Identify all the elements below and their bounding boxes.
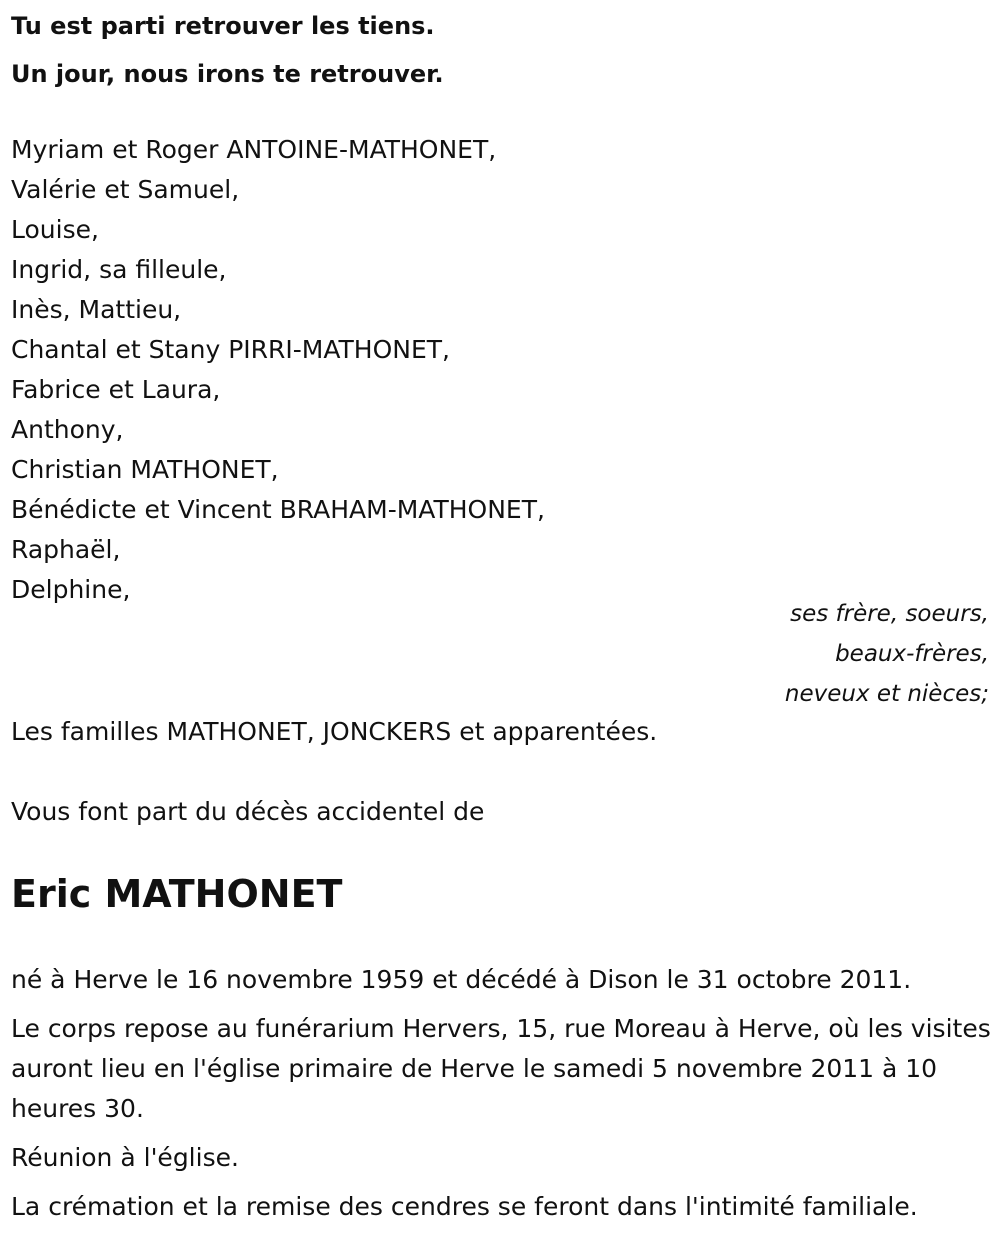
family-member: Chantal et Stany PIRRI-MATHONET,	[11, 335, 450, 364]
family-member: Bénédicte et Vincent BRAHAM-MATHONET,	[11, 495, 545, 524]
family-member: Louise,	[11, 215, 99, 244]
family-member: Fabrice et Laura,	[11, 375, 221, 404]
family-member: Christian MATHONET,	[11, 455, 279, 484]
family-member: Valérie et Samuel,	[11, 175, 240, 204]
family-member: Anthony,	[11, 415, 124, 444]
family-list	[11, 130, 991, 610]
verse-line: Tu est parti retrouver les tiens.	[11, 12, 435, 40]
families-line: Les familles MATHONET, JONCKERS et apparentées.	[11, 717, 658, 746]
birth-death-text: né à Herve le 16 novembre 1959 et décédé à Dison le 31 octobre 2011.	[11, 965, 912, 994]
visitation-text: Le corps repose au funérarium Hervers, 15, rue Moreau à Herve, où les visites auront lieu en l'église primaire de Herve le samedi 5 novembre 2011 à 10 heures 30.	[11, 1014, 991, 1123]
cremation-text: La crémation et la remise des cendres se feront dans l'intimité familiale.	[11, 1192, 918, 1221]
announcement: Vous font part du décès accidentel de	[11, 797, 485, 826]
family-member: Ingrid, sa filleule,	[11, 255, 227, 284]
deceased-name: Eric MATHONET	[11, 872, 343, 916]
obituary-notice	[11, 0, 991, 1236]
relations	[11, 594, 991, 714]
family-member: Myriam et Roger ANTOINE-MATHONET,	[11, 135, 497, 164]
family-member: Raphaël,	[11, 535, 121, 564]
relation-line: ses frère, soeurs,	[790, 601, 989, 627]
relation-line: neveux et nièces;	[784, 681, 989, 707]
verse	[11, 2, 991, 98]
relation-line: beaux-frères,	[835, 641, 989, 667]
details	[11, 960, 991, 1227]
family-member: Inès, Mattieu,	[11, 295, 182, 324]
verse-line: Un jour, nous irons te retrouver.	[11, 60, 444, 88]
meeting-text: Réunion à l'église.	[11, 1143, 239, 1172]
family-member: Delphine,	[11, 575, 131, 604]
